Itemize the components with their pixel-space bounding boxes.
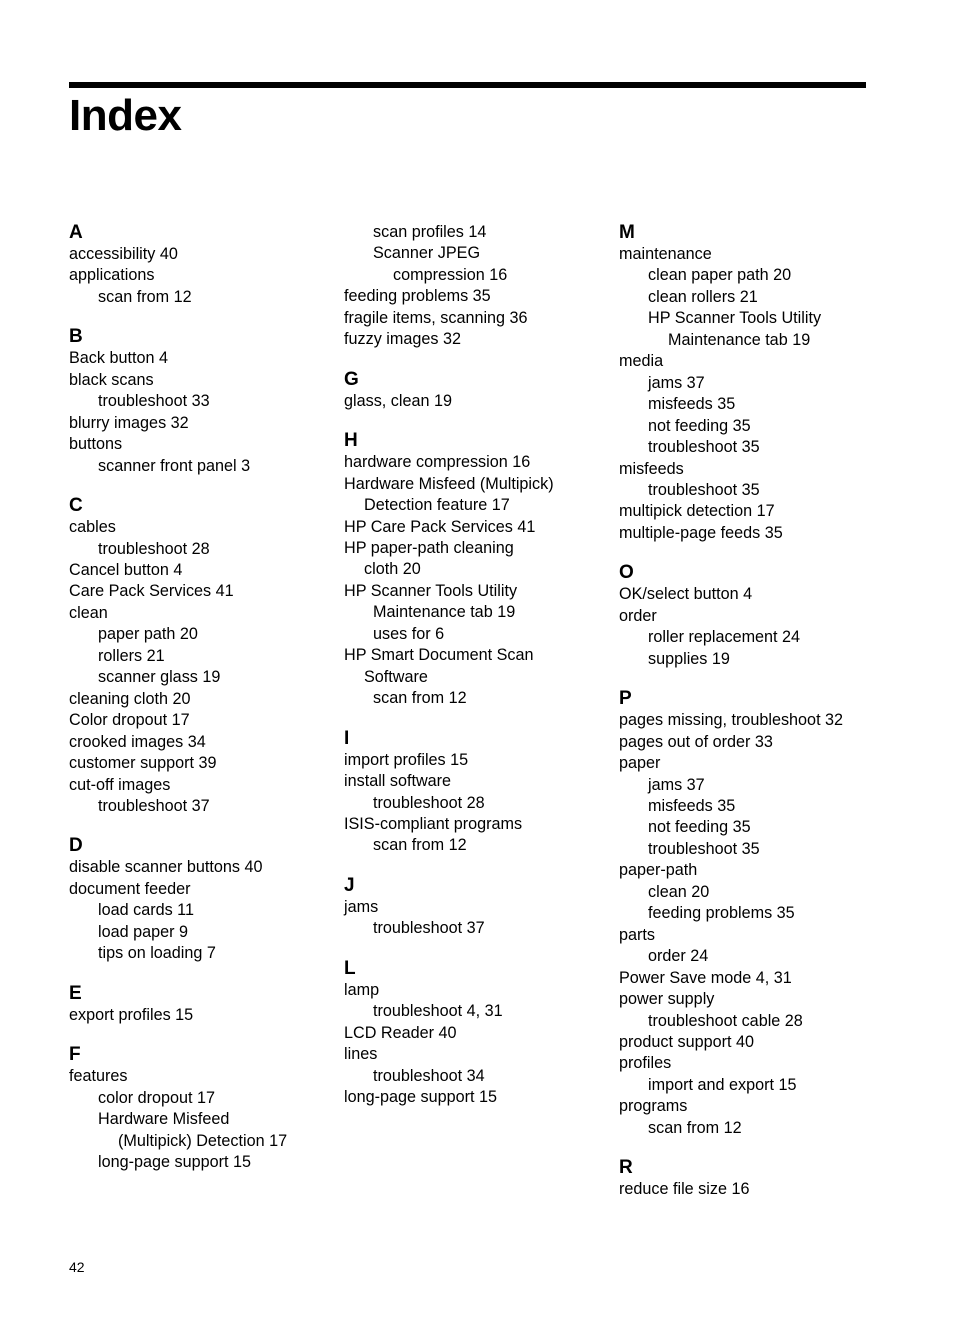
index-subentry: long-page support 15 (98, 1152, 251, 1171)
index-entry: order (619, 606, 657, 625)
index-section (344, 958, 614, 1109)
index-entry: HP Scanner Tools Utility (344, 581, 518, 600)
index-subentry: order 24 (648, 947, 709, 966)
index-entry: Color dropout 17 (69, 711, 190, 730)
index-subentry: compression 16 (393, 265, 508, 284)
index-subentry: feeding problems 35 (648, 904, 795, 923)
index-entry: blurry images 32 (69, 413, 189, 432)
section-letter: H (344, 430, 358, 452)
index-column-1 (69, 222, 339, 1191)
index-subentry: jams 37 (648, 373, 705, 392)
index-entry: hardware compression 16 (344, 453, 531, 472)
index-entry: applications (69, 266, 155, 285)
index-entry: import profiles 15 (344, 750, 469, 769)
index-subentry: not feeding 35 (648, 416, 751, 435)
index-subentry: import and export 15 (648, 1075, 797, 1094)
index-subentry: troubleshoot 34 (373, 1066, 485, 1085)
section-letter: G (344, 368, 359, 390)
index-subentry: (Multipick) Detection 17 (118, 1131, 288, 1150)
index-entry: fuzzy images 32 (344, 330, 461, 349)
index-entry: ISIS-compliant programs (344, 814, 523, 833)
section-letter: J (344, 874, 355, 896)
index-section (69, 222, 339, 308)
index-subentry: rollers 21 (98, 646, 165, 665)
index-section (619, 562, 869, 670)
section-letter: A (69, 222, 83, 243)
index-subentry: troubleshoot 4, 31 (373, 1002, 503, 1021)
index-section (619, 688, 869, 1139)
index-subentry: Maintenance tab 19 (668, 330, 811, 349)
index-subentry: Maintenance tab 19 (373, 603, 516, 622)
index-subentry: Detection feature 17 (364, 496, 510, 515)
section-letter: I (344, 727, 350, 749)
index-subentry: clean rollers 21 (648, 287, 758, 306)
section-letter: B (69, 326, 83, 348)
index-subentry: troubleshoot 33 (98, 392, 210, 411)
index-section (619, 1157, 869, 1200)
index-entry: cut-off images (69, 775, 171, 794)
index-entry: glass, clean 19 (344, 391, 452, 410)
index-section (619, 222, 869, 544)
index-entry: accessibility 40 (69, 245, 178, 263)
index-section (344, 875, 614, 940)
index-subentry: color dropout 17 (98, 1088, 215, 1107)
index-entry: black scans (69, 370, 154, 389)
index-entry: cables (69, 518, 116, 537)
index-entry: lamp (344, 980, 380, 999)
index-entry: export profiles 15 (69, 1005, 194, 1024)
index-subentry: clean paper path 20 (648, 266, 792, 285)
index-entry: customer support 39 (69, 754, 217, 773)
index-subentry: troubleshoot 35 (648, 480, 760, 499)
section-letter: R (619, 1157, 633, 1179)
index-entry: Power Save mode 4, 31 (619, 968, 792, 987)
index-entry: OK/select button 4 (619, 585, 753, 604)
section-letter: E (69, 982, 82, 1004)
index-column-2 (344, 222, 614, 1127)
index-section (344, 728, 614, 857)
index-entry: fragile items, scanning 36 (344, 308, 528, 327)
title-rule (69, 82, 866, 88)
section-letter: M (619, 222, 635, 243)
index-entry: paper (619, 754, 661, 773)
index-subentry: scanner glass 19 (98, 668, 221, 687)
index-entry: multiple-page feeds 35 (619, 523, 783, 542)
section-letter: C (69, 495, 83, 517)
index-entry: product support 40 (619, 1032, 754, 1051)
index-subentry: load paper 9 (98, 922, 189, 941)
index-subentry: scan from 12 (648, 1118, 742, 1137)
index-subentry: clean 20 (648, 882, 710, 901)
index-entry: Back button 4 (69, 349, 168, 368)
index-entry: crooked images 34 (69, 732, 206, 751)
index-entry: Care Pack Services 41 (69, 582, 234, 601)
index-entry: document feeder (69, 879, 191, 898)
index-entry: buttons (69, 435, 123, 454)
index-section (69, 326, 339, 477)
page-number: 42 (69, 1259, 85, 1275)
index-subentry: Software (364, 667, 428, 686)
index-subentry: supplies 19 (648, 649, 730, 668)
index-entry: pages out of order 33 (619, 732, 773, 751)
index-entry: pages missing, troubleshoot 32 (619, 711, 844, 730)
index-entry: misfeeds (619, 459, 684, 478)
index-subentry: load cards 11 (98, 901, 194, 920)
index-subentry: not feeding 35 (648, 818, 751, 837)
index-subentry: tips on loading 7 (98, 944, 216, 963)
index-subentry: roller replacement 24 (648, 628, 801, 647)
index-subentry: misfeeds 35 (648, 796, 736, 815)
index-section (344, 222, 614, 351)
index-entry: cleaning cloth 20 (69, 689, 191, 708)
index-entry: media (619, 352, 664, 371)
index-entry: HP Smart Document Scan (344, 646, 534, 665)
index-entry: HP paper-path cleaning (344, 538, 514, 557)
index-entry: paper-path (619, 861, 698, 880)
index-subentry: troubleshoot 28 (98, 539, 210, 558)
index-entry: feeding problems 35 (344, 287, 491, 306)
index-entry: install software (344, 772, 452, 791)
index-entry: profiles (619, 1054, 672, 1073)
index-subentry: scanner front panel 3 (98, 456, 251, 475)
index-section (69, 1044, 339, 1173)
index-subentry: scan from 12 (98, 287, 192, 306)
index-entry: clean (69, 603, 108, 622)
index-subentry: troubleshoot 28 (373, 793, 485, 812)
index-subentry: uses for 6 (373, 624, 445, 643)
section-letter: P (619, 688, 632, 710)
index-entry: long-page support 15 (344, 1088, 497, 1107)
index-subentry: jams 37 (648, 775, 705, 794)
section-letter: L (344, 957, 356, 979)
index-entry: jams (344, 897, 379, 916)
index-entry: maintenance (619, 245, 712, 263)
index-section (69, 835, 339, 964)
index-entry: lines (344, 1045, 378, 1064)
index-section (69, 983, 339, 1026)
index-entry: multipick detection 17 (619, 502, 775, 521)
index-column-3 (619, 222, 869, 1219)
index-subentry: scan profiles 14 (373, 223, 487, 241)
index-subentry: paper path 20 (98, 625, 198, 644)
index-entry: LCD Reader 40 (344, 1023, 457, 1042)
index-entry: HP Care Pack Services 41 (344, 517, 536, 536)
index-entry: reduce file size 16 (619, 1180, 750, 1199)
index-entry: Cancel button 4 (69, 560, 183, 579)
index-entry: programs (619, 1097, 688, 1116)
index-entry: Hardware Misfeed (Multipick) (344, 474, 554, 493)
index-subentry: scan from 12 (373, 836, 467, 855)
index-subentry: Scanner JPEG (373, 244, 481, 263)
index-section (344, 369, 614, 412)
index-subentry: misfeeds 35 (648, 395, 736, 414)
index-entry: disable scanner buttons 40 (69, 858, 263, 877)
index-subentry: troubleshoot 35 (648, 839, 760, 858)
index-subentry: Hardware Misfeed (98, 1110, 230, 1129)
index-subentry: HP Scanner Tools Utility (648, 309, 822, 328)
index-subentry: troubleshoot cable 28 (648, 1011, 803, 1030)
section-letter: D (69, 835, 83, 857)
index-subentry: troubleshoot 35 (648, 438, 760, 457)
index-subentry: cloth 20 (364, 560, 421, 579)
index-entry: parts (619, 925, 655, 944)
index-subentry: troubleshoot 37 (98, 796, 210, 815)
section-letter: F (69, 1044, 81, 1066)
index-subentry: troubleshoot 37 (373, 919, 485, 938)
index-entry: features (69, 1067, 128, 1086)
index-subentry: scan from 12 (373, 689, 467, 708)
index-section (69, 495, 339, 817)
page-title: Index (69, 91, 182, 140)
index-section (344, 430, 614, 709)
index-entry: power supply (619, 990, 715, 1009)
section-letter: O (619, 562, 634, 584)
